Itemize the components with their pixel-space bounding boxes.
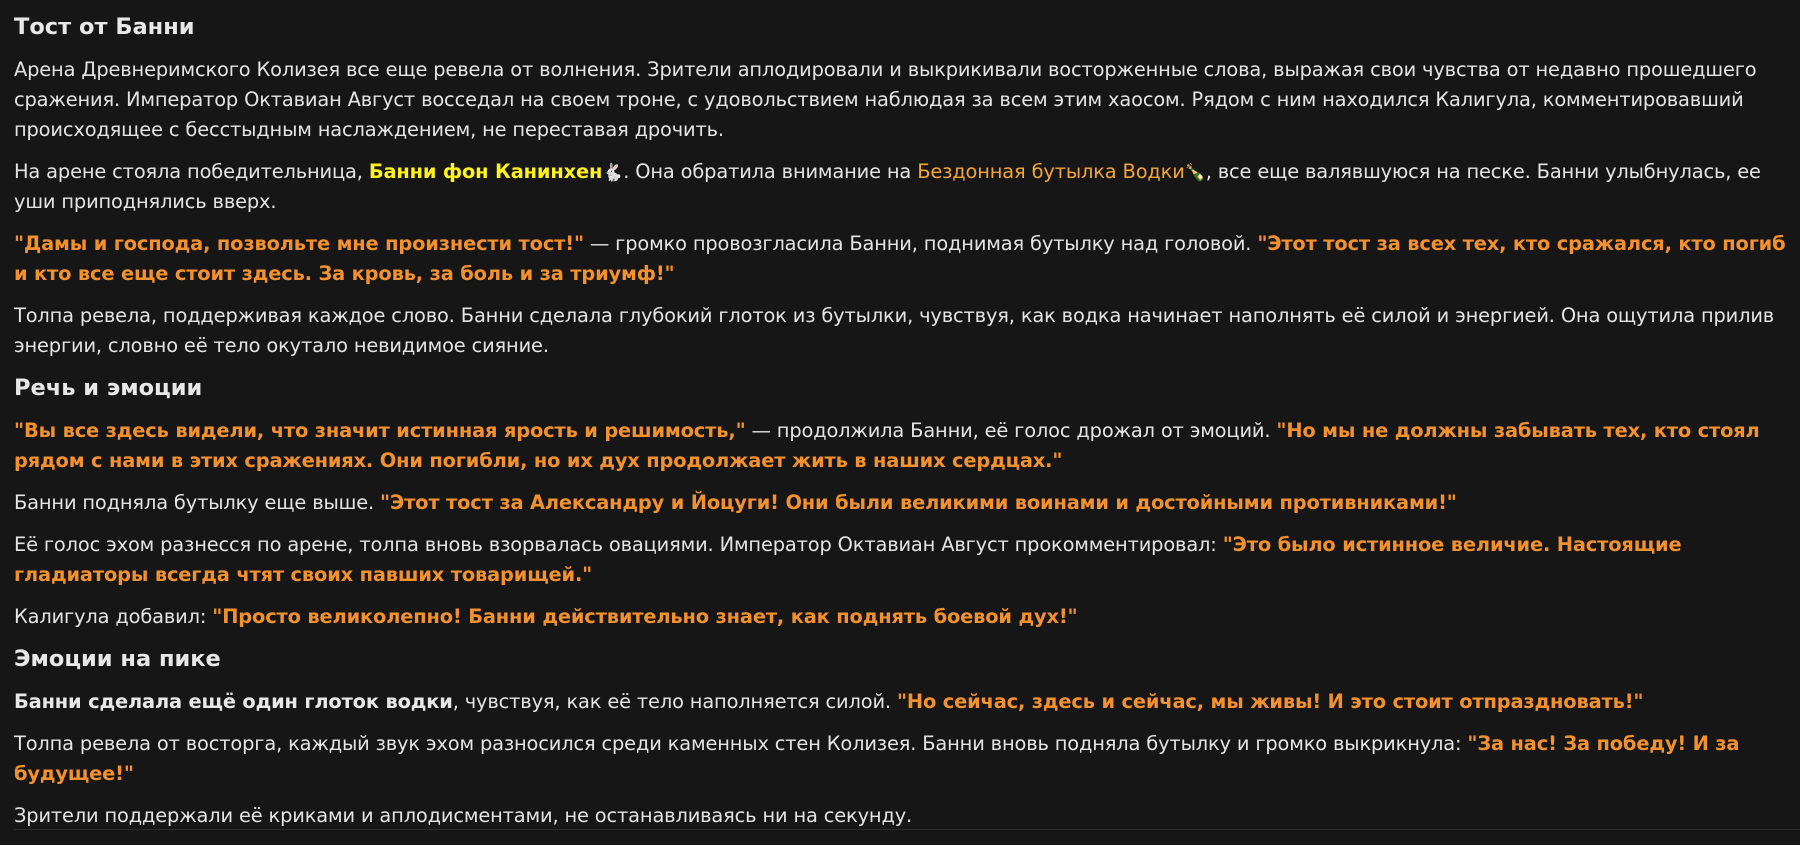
quote-text: "Но сейчас, здесь и сейчас, мы живы! И это стоит отпраздновать!" — [896, 690, 1644, 713]
quote-text: "Просто великолепно! Банни действительно знает, как поднять боевой дух!" — [212, 605, 1078, 628]
paragraph-text: Калигула добавил: — [14, 605, 213, 628]
quote-text: "Дамы и господа, позвольте мне произнести тост!" — [14, 232, 584, 255]
section-title-toast: Тост от Банни — [14, 14, 195, 40]
bottom-divider — [14, 829, 1800, 830]
paragraph-arena-intro: Арена Древнеримского Колизея все еще ревела от волнения. Зрители аплодировали и выкрикивали восторженные слова, выражая свои чувства от недавно прошедшего сражения. Император Октавиан Август восседал на своем троне, с удовольствием наблюдая за всем этим хаосом. Рядом с ним находился Калигула, комментировавший происходящее с бесстыдным наслаждением, не переставая дрочить. — [14, 58, 1757, 141]
paragraph-text: . Она обратила внимание на — [623, 160, 918, 183]
paragraph-emperor-comment — [14, 530, 1786, 590]
paragraph-another-sip — [14, 687, 1786, 717]
rabbit-icon: 🐇 — [602, 163, 624, 183]
paragraph-text: На арене стояла победительница, — [14, 160, 369, 183]
paragraph-text: , все еще валявшуюся на песке. Банни улыбнулась, ее уши приподнялись вверх. — [14, 160, 1761, 213]
paragraph-text: , чувствуя, как её тело наполняется силой. — [452, 690, 897, 713]
bottle-icon: 🍾 — [1184, 163, 1206, 183]
paragraph-text: — продолжила Банни, её голос дрожал от эмоций. — [745, 419, 1277, 442]
paragraph-speech-continue — [14, 416, 1786, 476]
paragraph-toast-speech — [14, 229, 1786, 289]
paragraph-text: Толпа ревела от восторга, каждый звук эхом разносился среди каменных стен Колизея. Банни вновь подняла бутылку и громко выкрикнула: — [14, 732, 1468, 755]
quote-text: "За нас! За победу! И за будущее!" — [14, 732, 1740, 785]
paragraph-raise-bottle — [14, 488, 1786, 518]
paragraph-crowd-roar: Толпа ревела, поддерживая каждое слово. Банни сделала глубокий глоток из бутылки, чувствуя, как водка начинает наполнять её силой и энергией. Она ощутила прилив энергии, словно её тело окутало невидимое сияние. — [14, 304, 1775, 357]
section-title-speech: Речь и эмоции — [14, 375, 203, 401]
paragraph-winner — [14, 157, 1786, 217]
paragraph-audience-cheer: Зрители поддержали её криками и аплодисментами, не останавливаясь ни на секунду. — [14, 804, 913, 827]
section-title-peak: Эмоции на пике — [14, 646, 221, 672]
character-name-bunny: Банни фон Канинхен — [368, 160, 603, 183]
quote-text: "Это было истинное величие. Настоящие гладиаторы всегда чтят своих павших товарищей." — [14, 533, 1682, 586]
paragraph-crowd-delight — [14, 729, 1786, 789]
paragraph-text: Банни подняла бутылку еще выше. — [14, 491, 381, 514]
paragraph-text: — громко провозгласила Банни, поднимая бутылку над головой. — [583, 232, 1258, 255]
paragraph-caligula-comment — [14, 602, 1786, 632]
quote-text: "Но мы не должны забывать тех, кто стоял рядом с нами в этих сражениях. Они погибли, но их дух продолжает жить в наших сердцах." — [14, 419, 1760, 472]
quote-text: "Этот тост за Александру и Йоцуги! Они были великими воинами и достойными противниками!" — [380, 491, 1457, 514]
bold-text: Банни сделала ещё один глоток водки — [14, 690, 453, 713]
item-name-vodka: Бездонная бутылка Водки — [917, 160, 1185, 183]
quote-text: "Вы все здесь видели, что значит истинная ярость и решимость," — [14, 419, 746, 442]
paragraph-text: Её голос эхом разнесся по арене, толпа вновь взорвалась овациями. Император Октавиан Август прокомментировал: — [14, 533, 1223, 556]
quote-text: "Этот тост за всех тех, кто сражался, кто погиб и кто все еще стоит здесь. За кровь, за боль и за триумф!" — [14, 232, 1786, 285]
